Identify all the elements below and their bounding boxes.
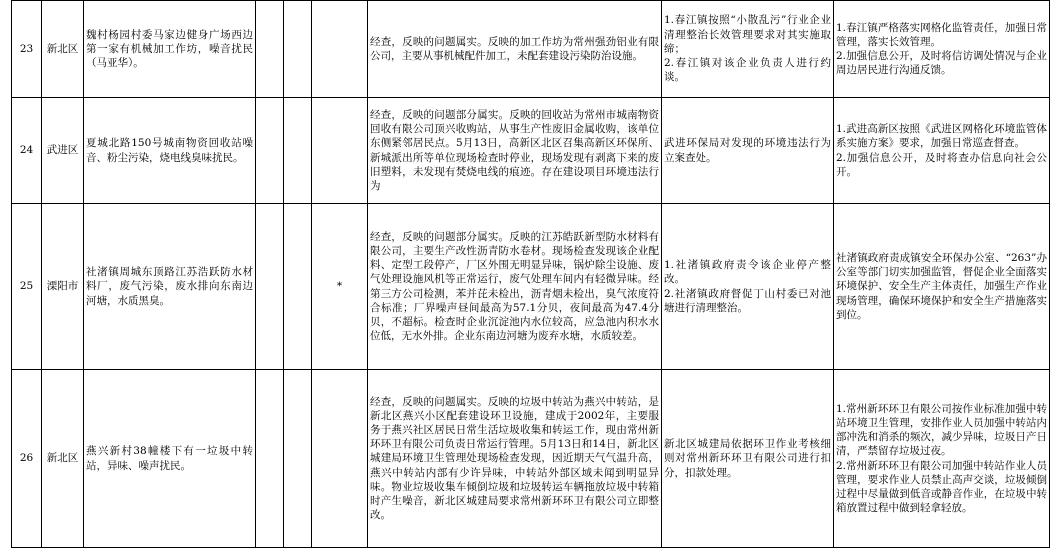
handling-item: 2.社渚镇政府督促丁山村委已对池塘进行清理整治。 <box>664 287 831 314</box>
rectify-item: 1.武进高新区按照《武进区网格化环境监管体系实施方案》要求，加强日常巡查督查。 <box>836 123 1047 150</box>
rectify-item: 2.加强信息公开，及时将信访调处情况与企业周边居民进行沟通反馈。 <box>836 50 1047 77</box>
rectify-item: 1.春江镇严格落实网格化监管责任，加强日常管理，落实长效管理。 <box>836 21 1047 48</box>
row-number: 25 <box>12 204 42 370</box>
handling-cell <box>662 98 834 204</box>
rectify-item: 2.加强信息公开，及时将查办信息向社会公开。 <box>836 151 1047 178</box>
row-number: 23 <box>12 1 42 98</box>
district-cell: 武进区 <box>42 98 84 204</box>
empty-cell <box>284 204 312 370</box>
handling-item: 新北区城建局依据环卫作业考核细则对常州新环环卫有限公司进行扣分，扣款处理。 <box>664 438 831 479</box>
rectify-item: 1.常州新环环卫有限公司按作业标准加强中转站环境卫生管理，安排作业人员加强中转站内部冲洗和消杀的频次，减少异味，垃圾日产日清，严禁留存垃圾过夜。 <box>836 402 1047 458</box>
complaint-cell: 燕兴新村38幢楼下有一垃圾中转站，异味、噪声扰民。 <box>84 370 256 548</box>
mark-cell <box>312 98 368 204</box>
finding-cell: 经查，反映的问题部分属实。反映的回收站为常州市城南物资回收有限公司顶兴收购站，从事生产性废旧金属收购，该单位东侧紧邻居民点。5月13日，高新区北区召集高新区环保所、新城派出所等单位现场检查时停业，现场发现有剥离下来的废旧塑料，未发现有焚烧电线的痕迹。存在建设项目环境违法行为 <box>368 98 662 204</box>
empty-cell <box>284 1 312 98</box>
mark-cell <box>312 1 368 98</box>
handling-item: 1.春江镇按照“小散乱污”行业企业清理整治长效管理要求对其实施取缔； <box>664 14 831 55</box>
empty-cell <box>256 98 284 204</box>
complaint-cell: 夏城北路150号城南物资回收站噪音、粉尘污染，烧电线臭味扰民。 <box>84 98 256 204</box>
rectify-cell <box>834 1 1050 98</box>
district-cell: 溧阳市 <box>42 204 84 370</box>
row-number: 24 <box>12 98 42 204</box>
empty-cell <box>256 1 284 98</box>
complaint-cell: 魏村杨园村委马家边健身广场西边第一家有机械加工作坊，噪音扰民（马亚华）。 <box>84 1 256 98</box>
handling-cell <box>662 1 834 98</box>
finding-cell: 经查，反映的问题属实。反映的加工作坊为常州强劲铝业有限公司，主要从事机械配件加工，未配套建设污染防治设施。 <box>368 1 662 98</box>
handling-item: 武进环保局对发现的环境违法行为立案查处。 <box>664 137 831 164</box>
row-number: 26 <box>12 370 42 548</box>
table-row <box>12 1 1050 98</box>
rectify-cell <box>834 98 1050 204</box>
handling-item: 1.社渚镇政府责令该企业停产整改。 <box>664 259 831 286</box>
handling-cell <box>662 204 834 370</box>
complaint-table <box>11 0 1050 548</box>
handling-item: 2.春江镇对该企业负责人进行约谈。 <box>664 57 831 84</box>
finding-cell: 经查，反映的问题部分属实。反映的江苏皓跃新型防水材料有限公司，主要生产改性沥青防水卷材。现场检查发现该企业配料、定型工段停产，厂区外围无明显异味，锅炉除尘设施、废气处理设施风机等正常运行，废气处理车间内有轻微异味。经第三方公司检测，苯并芘未检出，沥青烟未检出，臭气浓度符合标准；厂界噪声昼间最高为57.1分贝，夜间最高为47.4分贝，不超标。检查时企业沉淀池内水位较高，应急池内积水水位低，无水外排。企业东南边河塘为废弃水塘，水质较差。 <box>368 204 662 370</box>
rectify-item: 2.常州新环环卫有限公司加强中转站作业人员管理，要求作业人员禁止高声交谈，垃圾倾倒过程中尽量做到低音或静音作业，在垃圾中转箱放置过程中做到轻拿轻放。 <box>836 459 1047 515</box>
empty-cell <box>256 370 284 548</box>
complaint-cell: 社渚镇周城东顶路江苏浩跃防水材料厂，废气污染，废水排向东南边河塘，水质黑臭。 <box>84 204 256 370</box>
empty-cell <box>256 204 284 370</box>
mark-cell: * <box>312 204 368 370</box>
table-row <box>12 204 1050 370</box>
district-cell: 新北区 <box>42 1 84 98</box>
mark-cell <box>312 370 368 548</box>
handling-cell <box>662 370 834 548</box>
district-cell: 新北区 <box>42 370 84 548</box>
table-row <box>12 370 1050 548</box>
table-row <box>12 98 1050 204</box>
finding-cell: 经查，反映的问题属实。反映的垃圾中转站为燕兴中转站，是新北区燕兴小区配套建设环卫设施，建成于2002年，主要服务于燕兴社区居民日常生活垃圾收集和转运工作，现由常州新环环卫有限公司负责日常运行管理。5月13日和14日，新北区城建局环境卫生管理处现场检查发现，因近期天气气温升高，燕兴中转站内部有少许异味，中转站外部区域未闻到明显异味。物业垃圾收集车倾倒垃圾和垃圾转运车辆拖放垃圾中转箱时产生噪音，新北区城建局要求常州新环环卫有限公司立即整改。 <box>368 370 662 548</box>
empty-cell <box>284 98 312 204</box>
rectify-item: 社渚镇政府责成镇安全环保办公室、“263”办公室等部门切实加强监管，督促企业全面落实环境保护、安全生产主体责任，加强生产作业现场管理，确保环境保护和安全生产措施落实到位。 <box>836 251 1047 321</box>
rectify-cell <box>834 370 1050 548</box>
rectify-cell <box>834 204 1050 370</box>
empty-cell <box>284 370 312 548</box>
